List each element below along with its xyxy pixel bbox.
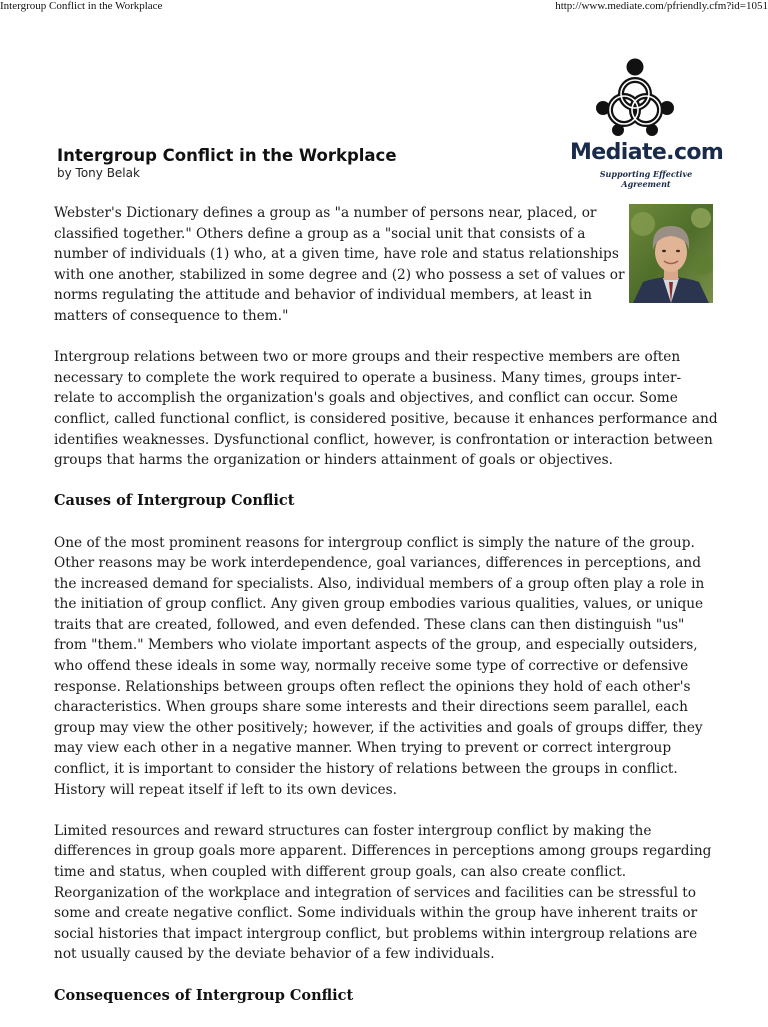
section-heading-consequences: Consequences of Intergroup Conflict	[54, 986, 354, 1004]
article-title: Intergroup Conflict in the Workplace	[57, 146, 397, 165]
paragraph-causes-2: Limited resources and reward structures can foster intergroup conflict by making the differences in group goals more apparent. Differences in perceptions among groups regarding time and status, when coupled with different group goals, can also create conflict. Reorganization of the workplace and integration of services and facilities can be stressful to some and create negative conflict. Some individuals within the group have inherent traits or social histories that impact intergroup conflict, but problems within intergroup relations are not usually caused by the deviate behavior of a few individuals.	[54, 822, 712, 963]
article-body	[54, 203, 719, 1027]
logo-tagline: Supporting Effective Agreement	[599, 169, 693, 189]
paragraph-causes-1: One of the most prominent reasons for intergroup conflict is simply the nature of the group. Other reasons may be work interdependence, goal variances, differences in perceptions, and the increased demand for specialists. Also, individual members of a group often play a role in the initiation of group conflict. Any given group embodies various qualities, values, or unique traits that are created, followed, and even defended. These clans can then distinguish "us" from "them." Members who violate important aspects of the group, and especially outsiders, who offend these ideals in some way, normally receive some type of corrective or defensive response. Relationships between groups often reflect the opinions they hold of each other's characteristics. When groups share some interests and their directions seem parallel, each group may view the other positively; however, if the activities and goals of groups differ, they may view each other in a negative manner. When trying to prevent or correct intergroup conflict, it is important to consider the history of relations between the groups in conflict. History will repeat itself if left to its own devices.	[54, 534, 705, 798]
article-byline: by Tony Belak	[57, 166, 140, 180]
print-header-title: Intergroup Conflict in the Workplace	[0, 0, 163, 12]
print-header	[0, 0, 768, 14]
paragraph-intro: Webster's Dictionary defines a group as "a number of persons near, placed, or classified together." Others define a group as a "social unit that consists of a number of individuals (1) who, at a given time, have role and status relationships with one another, stabilized in some degree and (2) who possess a set of values or norms regulating the attitude and behavior of individual members, at least in matters of consequence to them."	[54, 205, 625, 324]
paragraph-intergroup-relations: Intergroup relations between two or more groups and their respective members are often necessary to complete the work required to operate a business. Many times, groups inter-relate to accomplish the organization's goals and objectives, and conflict can occur. Some conflict, called functional conflict, is considered positive, because it enhances performance and identifies weaknesses. Dysfunctional conflict, however, is confrontation or interaction between groups that harms the organization or hinders attainment of goals or objectives.	[54, 349, 718, 469]
mediate-logo-icon	[596, 58, 674, 138]
print-header-url[interactable]: http://www.mediate.com/pfriendly.cfm?id=1051	[555, 0, 768, 12]
mediate-logo[interactable]	[570, 56, 724, 189]
section-heading-causes: Causes of Intergroup Conflict	[54, 492, 295, 510]
logo-wordmark: Mediate.com	[570, 140, 724, 165]
